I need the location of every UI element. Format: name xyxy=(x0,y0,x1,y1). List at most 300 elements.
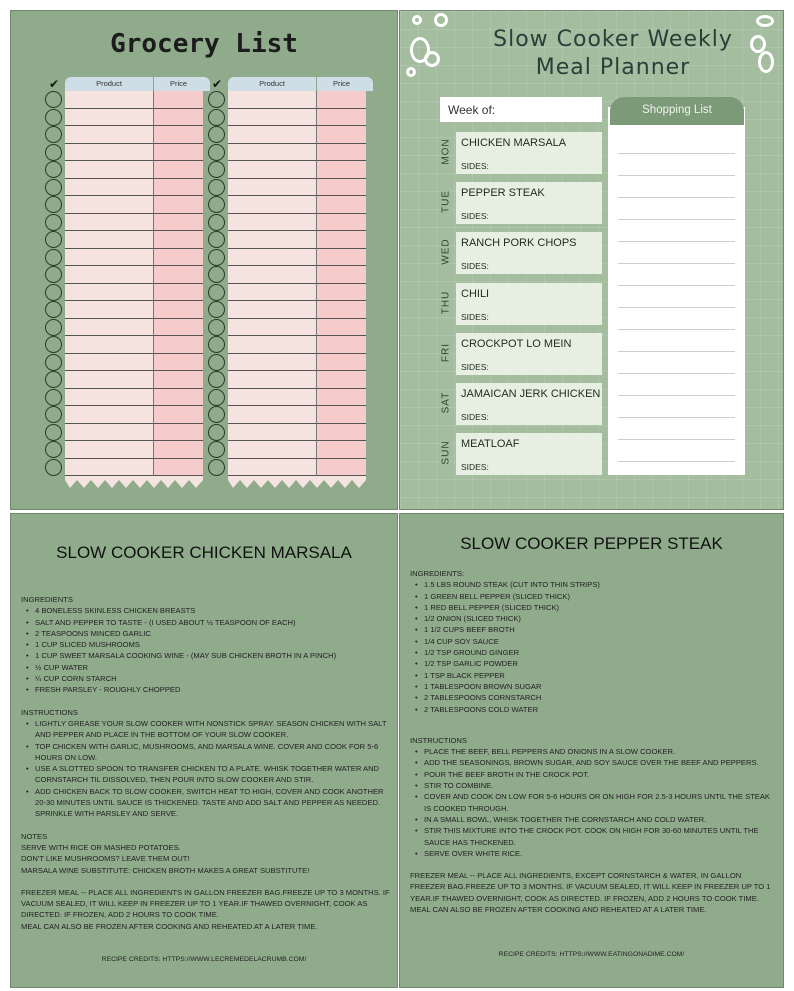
grocery-row xyxy=(45,231,210,249)
sides-label: SIDES: xyxy=(461,361,489,372)
shopping-line xyxy=(618,351,735,352)
meal-card[interactable] xyxy=(456,383,602,425)
recipe-body xyxy=(21,594,393,932)
checkbox[interactable] xyxy=(45,161,62,178)
recipe-title: SLOW COOKER CHICKEN MARSALA xyxy=(56,543,352,562)
shopping-line xyxy=(618,197,735,198)
price-cell[interactable] xyxy=(153,459,203,477)
grocery-row xyxy=(45,371,210,389)
product-cell[interactable] xyxy=(228,301,316,319)
ingredient-item: • SALT AND PEPPER TO TASTE - (I USED ABOUT ½ TEASPOON OF EACH) xyxy=(21,617,393,628)
price-cell[interactable] xyxy=(153,441,203,459)
ingredient-item: • 1 TSP BLACK PEPPER xyxy=(410,670,778,681)
checkbox[interactable] xyxy=(208,424,225,441)
checkbox[interactable] xyxy=(208,214,225,231)
recipe-chicken-marsala xyxy=(10,513,398,988)
shopping-line xyxy=(618,175,735,176)
product-cell[interactable] xyxy=(65,196,153,214)
price-cell[interactable] xyxy=(316,319,366,337)
col-price: Price xyxy=(316,77,366,91)
grocery-row xyxy=(208,126,373,144)
grocery-row xyxy=(208,161,373,179)
product-cell[interactable] xyxy=(228,459,316,477)
ingredient-item: • 1/2 TSP GROUND GINGER xyxy=(410,647,778,658)
price-cell[interactable] xyxy=(316,249,366,267)
shopping-line xyxy=(618,219,735,220)
ingredients-heading: INGREDIENTS xyxy=(21,595,73,604)
price-cell[interactable] xyxy=(153,301,203,319)
meal-name: JAMAICAN JERK CHICKEN xyxy=(461,388,601,400)
ingredient-item: • 1 GREEN BELL PEPPER (SLICED THICK) xyxy=(410,591,778,602)
price-cell[interactable] xyxy=(153,336,203,354)
grocery-row xyxy=(45,91,210,109)
grocery-table-header xyxy=(65,77,210,91)
decor-circle xyxy=(406,67,416,77)
ingredient-item: • 1 CUP SLICED MUSHROOMS xyxy=(21,639,393,650)
grocery-row xyxy=(208,406,373,424)
product-cell[interactable] xyxy=(65,231,153,249)
note-item: SERVE WITH RICE OR MASHED POTATOES. xyxy=(21,842,181,852)
ingredient-item: • 1 1/2 CUPS BEEF BROTH xyxy=(410,624,778,635)
checkbox[interactable] xyxy=(45,126,62,143)
checkbox[interactable] xyxy=(208,371,225,388)
checkbox[interactable] xyxy=(208,161,225,178)
day-name: SUN xyxy=(440,440,452,465)
price-cell[interactable] xyxy=(316,354,366,372)
planner-title-line2: Meal Planner xyxy=(535,55,691,80)
product-cell[interactable] xyxy=(228,371,316,389)
instruction-step: • STIR TO COMBINE. xyxy=(410,780,778,791)
price-cell[interactable] xyxy=(316,179,366,197)
checkbox[interactable] xyxy=(208,109,225,126)
grocery-table-header xyxy=(228,77,373,91)
instruction-step: • ADD THE SEASONINGS, BROWN SUGAR, AND SOY SAUCE OVER THE BEEF AND PEPPERS. xyxy=(410,757,778,768)
instructions-heading: INSTRUCTIONS xyxy=(21,707,78,717)
freezer-note-2: MEAL CAN ALSO BE FROZEN AFTER COOKING AND REHEATED AT A LATER TIME. xyxy=(21,921,318,931)
checkbox[interactable] xyxy=(45,91,62,108)
product-cell[interactable] xyxy=(65,249,153,267)
price-cell[interactable] xyxy=(153,179,203,197)
grocery-row xyxy=(208,301,373,319)
week-of-field[interactable]: Week of: xyxy=(440,97,602,122)
grocery-title: Grocery List xyxy=(110,29,298,59)
meal-planner-page xyxy=(399,10,784,510)
product-cell[interactable] xyxy=(228,249,316,267)
notes-heading: NOTES xyxy=(21,831,48,841)
price-cell[interactable] xyxy=(153,266,203,284)
notes-list xyxy=(21,842,393,876)
recipe-credit: RECIPE CREDITS: HTTPS://WWW.LECREMEDELACRUMB.COM/ xyxy=(101,956,307,963)
shopping-line xyxy=(618,329,735,330)
ingredient-item: • 2 TABLESPOONS COLD WATER xyxy=(410,704,778,715)
checkbox[interactable] xyxy=(208,91,225,108)
ingredient-item: • ¼ CUP CORN STARCH xyxy=(21,673,393,684)
price-cell[interactable] xyxy=(316,126,366,144)
ingredient-item: • 2 TABLESPOONS CORNSTARCH xyxy=(410,692,778,703)
grocery-row xyxy=(208,249,373,267)
grocery-row xyxy=(45,284,210,302)
price-cell[interactable] xyxy=(316,406,366,424)
checkbox[interactable] xyxy=(208,144,225,161)
checkbox[interactable] xyxy=(208,441,225,458)
product-cell[interactable] xyxy=(65,301,153,319)
product-cell[interactable] xyxy=(65,284,153,302)
meal-name: CROCKPOT LO MEIN xyxy=(461,337,572,350)
meal-name: RANCH PORK CHOPS xyxy=(461,237,577,250)
price-cell[interactable] xyxy=(316,371,366,389)
sides-label: SIDES: xyxy=(461,211,489,222)
price-cell[interactable] xyxy=(316,301,366,319)
ingredient-item: • ½ CUP WATER xyxy=(21,662,393,673)
product-cell[interactable] xyxy=(228,214,316,232)
grocery-row xyxy=(208,319,373,337)
instruction-step: • TOP CHICKEN WITH GARLIC, MUSHROOMS, AND MARSALA WINE. COVER AND COOK FOR 5-6 HOURS ON LOW. xyxy=(21,741,393,764)
product-cell[interactable] xyxy=(65,424,153,442)
product-cell[interactable] xyxy=(228,441,316,459)
checkbox[interactable] xyxy=(208,249,225,266)
shopping-list-box[interactable] xyxy=(608,107,745,475)
decor-circle xyxy=(424,51,440,67)
planner-title-line1: Slow Cooker Weekly xyxy=(493,27,733,52)
product-cell[interactable] xyxy=(228,179,316,197)
checkbox[interactable] xyxy=(45,249,62,266)
instruction-step: • POUR THE BEEF BROTH IN THE CROCK POT. xyxy=(410,769,778,780)
grocery-row xyxy=(45,389,210,407)
meal-card[interactable] xyxy=(456,182,602,224)
checkbox[interactable] xyxy=(208,459,225,476)
checkbox[interactable] xyxy=(45,284,62,301)
ingredient-item: • 1/4 CUP SOY SAUCE xyxy=(410,636,778,647)
day-name: MON xyxy=(440,138,452,165)
instructions-list xyxy=(21,718,393,820)
checkbox[interactable] xyxy=(208,126,225,143)
checkbox[interactable] xyxy=(45,179,62,196)
product-cell[interactable] xyxy=(228,319,316,337)
price-cell[interactable] xyxy=(316,266,366,284)
product-cell[interactable] xyxy=(65,406,153,424)
sides-label: SIDES: xyxy=(461,412,489,422)
product-cell[interactable] xyxy=(228,144,316,162)
checkbox[interactable] xyxy=(208,406,225,423)
day-label xyxy=(436,132,456,172)
ingredient-item: • FRESH PARSLEY - ROUGHLY CHOPPED xyxy=(21,684,393,695)
col-product: Product xyxy=(259,79,285,88)
checkbox[interactable] xyxy=(45,319,62,336)
freezer-note: FREEZER MEAL -- PLACE ALL INGREDIENTS IN GALLON FREEZER BAG.FREEZE UP TO 3 MONTHS. IF VACUUM SEALED, IT WILL KEEP IN FREEZER UP TO 1 YEAR.IF THAWED OVERNIGHT, COOK AS DIRECTED. IF FROZEN, ADD 2 HOURS TO COOK TIME. xyxy=(21,887,390,920)
product-cell[interactable] xyxy=(65,389,153,407)
price-cell[interactable] xyxy=(153,126,203,144)
grocery-row xyxy=(208,179,373,197)
instruction-step: • PLACE THE BEEF, BELL PEPPERS AND ONIONS IN A SLOW COOKER. xyxy=(410,746,778,757)
grocery-rows xyxy=(208,91,373,476)
recipe-credit: RECIPE CREDITS: HTTPS://WWW.EATINGONADIME.COM/ xyxy=(498,951,685,958)
price-cell[interactable] xyxy=(316,284,366,302)
checkbox[interactable] xyxy=(208,196,225,213)
decor-circle xyxy=(756,15,774,27)
product-cell[interactable] xyxy=(65,144,153,162)
product-cell[interactable] xyxy=(65,354,153,372)
checkbox[interactable] xyxy=(45,301,62,318)
product-cell[interactable] xyxy=(228,336,316,354)
price-cell[interactable] xyxy=(153,319,203,337)
price-cell[interactable] xyxy=(316,389,366,407)
price-cell[interactable] xyxy=(316,424,366,442)
product-cell[interactable] xyxy=(65,161,153,179)
price-cell[interactable] xyxy=(316,91,366,109)
grocery-row xyxy=(45,354,210,372)
price-cell[interactable] xyxy=(153,161,203,179)
grocery-row xyxy=(208,91,373,109)
instruction-step: • USE A SLOTTED SPOON TO TRANSFER CHICKEN TO A PLATE. WHISK TOGETHER WATER AND CORNSTARCH TIL DISSOLVED, THEN POUR INTO SLOW COOKER AND STIR. xyxy=(21,763,393,786)
shopping-line xyxy=(618,307,735,308)
product-cell[interactable] xyxy=(228,389,316,407)
meal-card[interactable] xyxy=(456,283,602,325)
price-cell[interactable] xyxy=(153,284,203,302)
shopping-line xyxy=(618,285,735,286)
price-cell[interactable] xyxy=(153,109,203,127)
instruction-step: • SERVE OVER WHITE RICE. xyxy=(410,848,778,859)
check-icon: ✔ xyxy=(48,77,60,91)
meal-card[interactable] xyxy=(456,433,602,475)
note-item: MARSALA WINE SUBSTITUTE: CHICKEN BROTH MAKES A GREAT SUBSTITUTE! xyxy=(21,865,310,875)
decor-circle xyxy=(434,13,448,27)
price-cell[interactable] xyxy=(153,249,203,267)
grocery-row xyxy=(45,441,210,459)
grocery-row xyxy=(45,266,210,284)
sides-label: SIDES: xyxy=(461,261,489,272)
product-cell[interactable] xyxy=(65,179,153,197)
instruction-step: • LIGHTLY GREASE YOUR SLOW COOKER WITH NONSTICK SPRAY. SEASON CHICKEN WITH SALT AND PEPPER AND PLACE IN THE BOTTOM OF YOUR SLOW COOKER. xyxy=(21,718,393,741)
checkbox[interactable] xyxy=(208,284,225,301)
grocery-row xyxy=(45,179,210,197)
grocery-row xyxy=(208,424,373,442)
grocery-row xyxy=(208,371,373,389)
price-cell[interactable] xyxy=(316,231,366,249)
price-cell[interactable] xyxy=(316,196,366,214)
meal-name: CHILI xyxy=(461,287,490,300)
grocery-row xyxy=(45,424,210,442)
decor-circle xyxy=(412,15,422,25)
checkbox[interactable] xyxy=(45,406,62,423)
grocery-row xyxy=(45,319,210,337)
instruction-step: • ADD CHICKEN BACK TO SLOW COOKER, SWITCH HEAT TO HIGH, COVER AND COOK ANOTHER 20-30 MINUTES UNTIL SAUCE IS THICKENED. TASTE AND ADD SALT AND PEPPER AS NEEDED. SPRINKLE WITH PARSLEY AND SERVE. xyxy=(21,786,393,820)
grocery-row xyxy=(208,196,373,214)
grocery-row xyxy=(208,284,373,302)
shopping-line xyxy=(618,439,735,440)
day-label xyxy=(436,232,456,272)
checkbox[interactable] xyxy=(208,336,225,353)
instruction-step: • COVER AND COOK ON LOW FOR 5-6 HOURS OR ON HIGH FOR 2.5-3 HOURS UNTIL THE STEAK IS COOKED THROUGH. xyxy=(410,791,778,814)
ingredients-heading: INGREDIENTS: xyxy=(410,569,465,578)
grocery-table-right xyxy=(208,77,373,495)
ingredient-item: • 1.5 LBS ROUND STEAK (CUT INTO THIN STRIPS) xyxy=(410,579,778,590)
price-cell[interactable] xyxy=(153,231,203,249)
checkbox[interactable] xyxy=(208,231,225,248)
checkbox[interactable] xyxy=(208,389,225,406)
checkbox[interactable] xyxy=(45,371,62,388)
price-cell[interactable] xyxy=(316,161,366,179)
meal-card[interactable] xyxy=(456,333,602,375)
product-cell[interactable] xyxy=(228,284,316,302)
ingredient-item: • 2 TEASPOONS MINCED GARLIC xyxy=(21,628,393,639)
product-cell[interactable] xyxy=(228,266,316,284)
instructions-list xyxy=(410,746,778,859)
product-cell[interactable] xyxy=(228,354,316,372)
checkbox[interactable] xyxy=(45,336,62,353)
grocery-row xyxy=(45,249,210,267)
grocery-row xyxy=(208,231,373,249)
meal-name: MEATLOAF xyxy=(461,438,520,451)
checkbox[interactable] xyxy=(208,301,225,318)
grocery-row xyxy=(45,126,210,144)
checkbox[interactable] xyxy=(208,354,225,371)
price-cell[interactable] xyxy=(153,354,203,372)
day-name: FRI xyxy=(440,342,452,362)
meal-card[interactable] xyxy=(456,132,602,174)
checkbox[interactable] xyxy=(45,109,62,126)
grocery-row xyxy=(45,301,210,319)
price-cell[interactable] xyxy=(316,336,366,354)
day-name: WED xyxy=(440,238,452,266)
product-cell[interactable] xyxy=(65,459,153,477)
grocery-row xyxy=(45,144,210,162)
grocery-row xyxy=(45,459,210,477)
product-cell[interactable] xyxy=(228,196,316,214)
product-cell[interactable] xyxy=(228,424,316,442)
price-cell[interactable] xyxy=(316,459,366,477)
product-cell[interactable] xyxy=(228,161,316,179)
sides-label: SIDES: xyxy=(461,311,489,322)
recipe-title: SLOW COOKER PEPPER STEAK xyxy=(460,534,723,553)
instruction-step: • IN A SMALL BOWL, WHISK TOGETHER THE CORNSTARCH AND COLD WATER. xyxy=(410,814,778,825)
grocery-row xyxy=(208,109,373,127)
ingredient-item: • 1/2 TSP GARLIC POWDER xyxy=(410,658,778,669)
checkbox[interactable] xyxy=(208,179,225,196)
product-cell[interactable] xyxy=(65,336,153,354)
price-cell[interactable] xyxy=(153,214,203,232)
shopping-list-heading: Shopping List xyxy=(610,97,744,125)
torn-edge xyxy=(65,476,203,490)
grocery-row xyxy=(208,336,373,354)
checkbox[interactable] xyxy=(45,231,62,248)
day-label xyxy=(436,283,456,323)
torn-edge xyxy=(228,476,366,490)
freezer-note: FREEZER MEAL -- PLACE ALL INGREDIENTS, EXCEPT CORNSTARCH & WATER, IN GALLON FREEZER BAG.FREEZE UP TO 3 MONTHS. IF VACUUM SEALED, IT WILL KEEP IN FREEZER UP TO 1 YEAR.IF THAWED OVERNIGHT, COOK AS DIRECTED. IF FROZEN, ADD 2 HOURS TO COOK TIME. xyxy=(410,871,771,903)
checkbox[interactable] xyxy=(208,266,225,283)
shopping-line xyxy=(618,395,735,396)
grocery-row xyxy=(45,196,210,214)
checkbox[interactable] xyxy=(45,266,62,283)
checkbox[interactable] xyxy=(208,319,225,336)
product-cell[interactable] xyxy=(65,109,153,127)
product-cell[interactable] xyxy=(228,91,316,109)
grocery-table-left xyxy=(45,77,210,495)
product-cell[interactable] xyxy=(65,371,153,389)
recipe-pepper-steak xyxy=(399,513,784,988)
day-name: THU xyxy=(440,290,452,314)
instruction-step: • STIR THIS MIXTURE INTO THE CROCK POT. COOK ON HIGH FOR 30-60 MINUTES UNTIL THE SAUCE HAS THICKENED. xyxy=(410,825,778,848)
grocery-row xyxy=(45,214,210,232)
shopping-line xyxy=(618,417,735,418)
product-cell[interactable] xyxy=(65,126,153,144)
checkbox[interactable] xyxy=(45,441,62,458)
checkbox[interactable] xyxy=(45,424,62,441)
price-cell[interactable] xyxy=(153,424,203,442)
product-cell[interactable] xyxy=(65,91,153,109)
product-cell[interactable] xyxy=(228,126,316,144)
freezer-note-2: MEAL CAN ALSO BE FROZEN AFTER COOKING AND REHEATED AT A LATER TIME. xyxy=(410,905,707,915)
ingredient-item: • 1 CUP SWEET MARSALA COOKING WINE - (MAY SUB CHICKEN BROTH IN A PINCH) xyxy=(21,650,393,661)
shopping-line xyxy=(618,153,735,154)
shopping-line xyxy=(618,263,735,264)
meal-name: PEPPER STEAK xyxy=(461,187,545,200)
price-cell[interactable] xyxy=(316,144,366,162)
grocery-list-page xyxy=(10,10,398,510)
checkbox[interactable] xyxy=(45,144,62,161)
price-cell[interactable] xyxy=(153,144,203,162)
checkbox[interactable] xyxy=(45,354,62,371)
day-name: SAT xyxy=(440,391,452,414)
sides-label: SIDES: xyxy=(461,462,489,473)
sides-label: SIDES: xyxy=(461,161,489,171)
recipe-body xyxy=(410,568,778,915)
ingredient-item: • 4 BONELESS SKINLESS CHICKEN BREASTS xyxy=(21,605,393,616)
day-label xyxy=(436,433,456,473)
grocery-row xyxy=(208,459,373,477)
grocery-row xyxy=(45,336,210,354)
product-cell[interactable] xyxy=(65,319,153,337)
ingredient-item: • 1 TABLESPOON BROWN SUGAR xyxy=(410,681,778,692)
price-cell[interactable] xyxy=(153,389,203,407)
price-cell[interactable] xyxy=(153,91,203,109)
instructions-heading: INSTRUCTIONS xyxy=(410,735,467,745)
grocery-row xyxy=(208,144,373,162)
price-cell[interactable] xyxy=(153,371,203,389)
product-cell[interactable] xyxy=(228,231,316,249)
checkbox[interactable] xyxy=(45,459,62,476)
ingredient-item: • 1 RED BELL PEPPER (SLICED THICK) xyxy=(410,602,778,613)
checkbox[interactable] xyxy=(45,389,62,406)
product-cell[interactable] xyxy=(65,441,153,459)
checkbox[interactable] xyxy=(45,214,62,231)
meal-card[interactable] xyxy=(456,232,602,274)
price-cell[interactable] xyxy=(153,406,203,424)
price-cell[interactable] xyxy=(316,441,366,459)
product-cell[interactable] xyxy=(65,214,153,232)
grocery-row xyxy=(208,266,373,284)
price-cell[interactable] xyxy=(316,109,366,127)
product-cell[interactable] xyxy=(65,266,153,284)
grocery-row xyxy=(45,109,210,127)
day-label xyxy=(436,333,456,373)
price-cell[interactable] xyxy=(316,214,366,232)
day-label xyxy=(436,383,456,423)
grocery-row xyxy=(208,441,373,459)
shopping-line xyxy=(618,373,735,374)
col-product: Product xyxy=(96,79,122,88)
grocery-rows xyxy=(45,91,210,476)
meal-name: CHICKEN MARSALA xyxy=(461,137,567,149)
product-cell[interactable] xyxy=(228,406,316,424)
price-cell[interactable] xyxy=(153,196,203,214)
grocery-row xyxy=(208,214,373,232)
grocery-row xyxy=(45,161,210,179)
checkbox[interactable] xyxy=(45,196,62,213)
day-name: TUE xyxy=(440,190,452,214)
product-cell[interactable] xyxy=(228,109,316,127)
grocery-row xyxy=(45,406,210,424)
shopping-line xyxy=(618,461,735,462)
